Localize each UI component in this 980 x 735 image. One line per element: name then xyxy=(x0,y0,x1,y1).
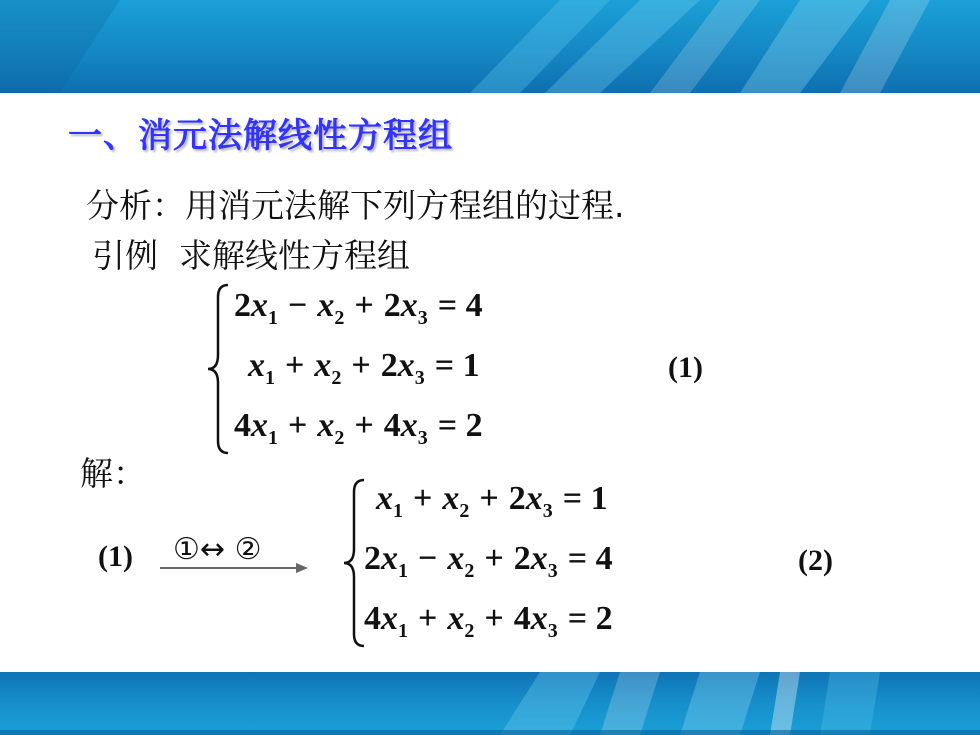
transform-operation: ①↔ ② xyxy=(173,532,262,567)
header-band xyxy=(0,0,980,93)
system1-label: (1) xyxy=(668,351,703,384)
system2-row-1: $x_1 + x_2 + 2x_3 = 1$ xyxy=(376,480,608,522)
page-title: 一、消元法解线性方程组 xyxy=(68,116,453,156)
header-stripes xyxy=(0,0,980,93)
system1-row-3: $4x_1 + x_2 + 4x_3 = 2$ xyxy=(234,407,483,449)
solution-label: 解： xyxy=(80,454,146,493)
system2-row-3: $4x_1 + x_2 + 4x_3 = 2$ xyxy=(364,600,613,642)
transform-from-label: (1) xyxy=(98,540,133,573)
system2-row-2: $2x_1 - x_2 + 2x_3 = 4$ xyxy=(364,540,613,582)
analysis-text: 分析：用消元法解下列方程组的过程. xyxy=(86,186,625,225)
system1-row-1: $2x_1 - x_2 + 2x_3 = 4$ xyxy=(234,287,483,329)
system2-label: (2) xyxy=(798,544,833,577)
left-brace-system1 xyxy=(204,283,234,455)
footer-stripes xyxy=(0,672,980,735)
transform-arrow-icon xyxy=(158,560,310,576)
example-text: 引例 求解线性方程组 xyxy=(92,236,410,275)
system1-row-2: $x_1 + x_2 + 2x_3 = 1$ xyxy=(248,347,480,389)
footer-band xyxy=(0,672,980,735)
